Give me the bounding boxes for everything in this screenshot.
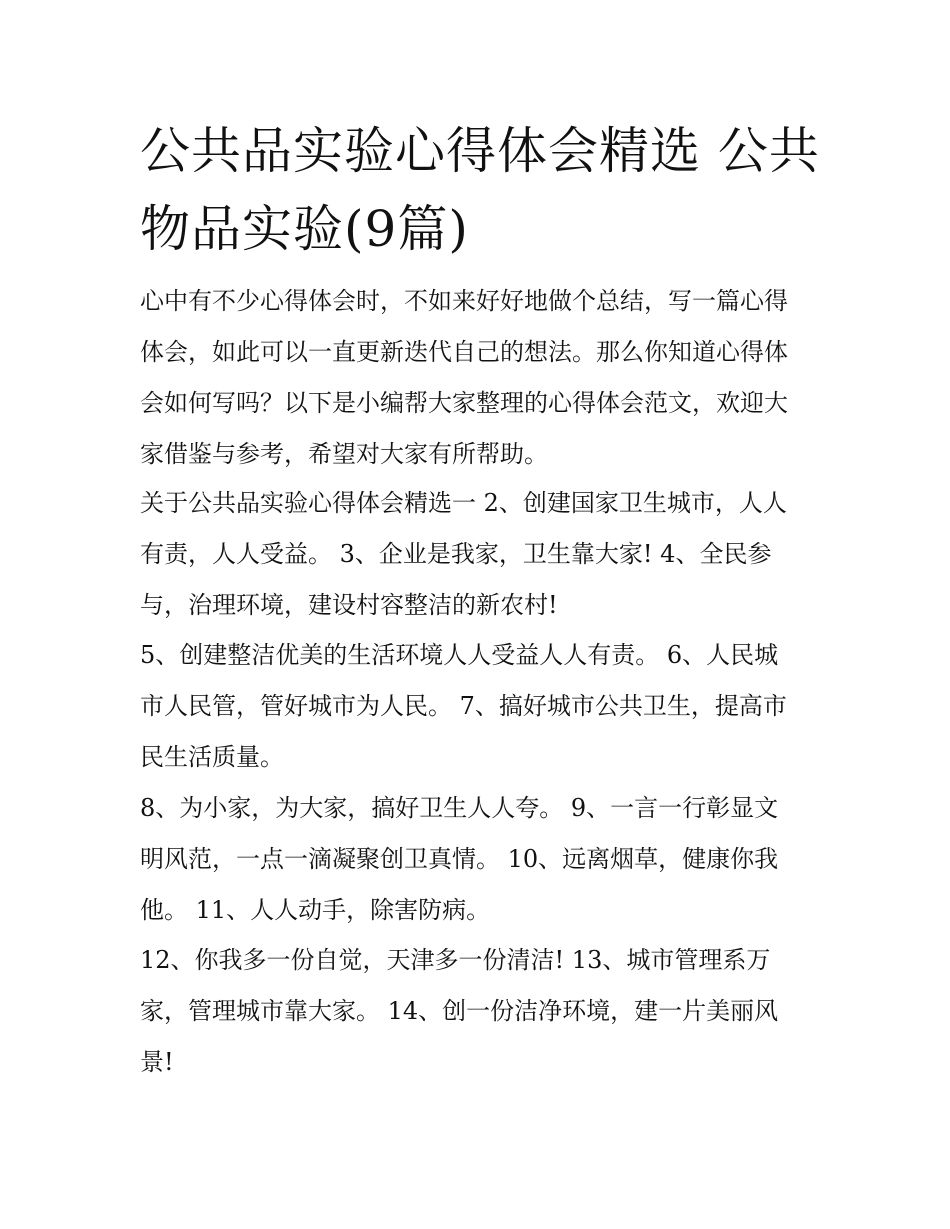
text-line: 民生活质量。	[140, 743, 284, 771]
text-line: 体会，如此可以一直更新迭代自己的想法。那么你知道心得体	[140, 338, 788, 366]
intro-paragraph	[140, 276, 820, 480]
body-paragraph	[140, 783, 820, 936]
page-title	[140, 112, 820, 268]
text-line: 有责，人人受益。 3、企业是我家，卫生靠大家! 4、全民参	[140, 540, 772, 568]
text-line: 景!	[140, 1048, 174, 1076]
text-line: 市人民管，管好城市为人民。 7、搞好城市公共卫生，提高市	[140, 692, 787, 720]
text-line: 关于公共品实验心得体会精选一 2、创建国家卫生城市，人人	[140, 489, 787, 517]
text-line: 家，管理城市靠大家。 14、创一份洁净环境，建一片美丽风	[140, 997, 779, 1025]
text-line: 与，治理环境，建设村容整洁的新农村!	[140, 591, 558, 619]
body-paragraph	[140, 935, 820, 1088]
body-paragraph	[140, 478, 820, 631]
text-line: 他。 11、人人动手，除害防病。	[140, 896, 491, 924]
text-line: 12、你我多一份自觉，天津多一份清洁! 13、城市管理系万	[140, 946, 771, 974]
text-line: 会如何写吗？以下是小编帮大家整理的心得体会范文，欢迎大	[140, 389, 788, 417]
text-line: 5、创建整洁优美的生活环境人人受益人人有责。 6、人民城	[140, 641, 779, 669]
body-paragraph	[140, 630, 820, 783]
text-line: 家借鉴与参考，希望对大家有所帮助。	[140, 440, 548, 468]
text-line: 明风范，一点一滴凝聚创卫真情。 10、远离烟草，健康你我	[140, 845, 779, 873]
text-line: 心中有不少心得体会时，不如来好好地做个总结，写一篇心得	[140, 287, 788, 315]
title-line: 公共品实验心得体会精选 公共	[140, 122, 820, 180]
text-line: 8、为小家，为大家，搞好卫生人人夸。 9、一言一行彰显文	[140, 794, 779, 822]
title-line: 物品实验(9篇)	[140, 200, 469, 258]
